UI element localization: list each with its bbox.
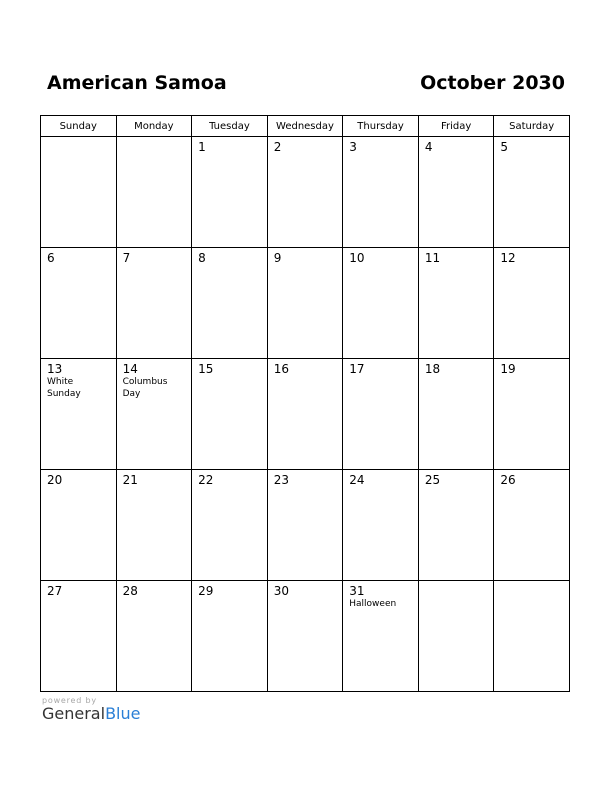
brand-general: General [42,704,106,723]
day-number [419,581,494,584]
day-number: 6 [47,251,55,265]
day-cell [267,581,343,692]
week-row [41,470,570,581]
day-cell [418,359,494,470]
holiday-label: Columbus Day [122,377,168,399]
day-cell [343,581,419,692]
day-number [494,581,569,584]
day-cell [418,137,494,248]
day-cell [192,581,268,692]
day-number: 7 [122,251,131,265]
day-number: 20 [47,473,63,487]
footer-branding [42,696,140,723]
day-number: 10 [349,251,365,265]
day-cell [192,248,268,359]
day-cell [494,359,570,470]
day-number: 24 [349,473,365,487]
month-year-title: October 2030 [420,72,565,94]
day-cell [267,359,343,470]
day-cell [41,581,117,692]
day-cell [192,137,268,248]
day-number: 28 [122,584,138,598]
day-number: 15 [198,362,214,376]
day-number [41,137,116,140]
day-cell [343,470,419,581]
day-number: 17 [349,362,365,376]
day-number: 30 [273,584,289,598]
holiday-label: Halloween [349,599,397,609]
day-cell [494,137,570,248]
day-number: 1 [198,140,206,154]
powered-by-text: powered by [42,696,97,705]
day-cell [343,248,419,359]
weekday-wednesday: Wednesday [267,116,343,137]
day-cell [267,248,343,359]
day-cell [41,359,117,470]
day-cell [41,470,117,581]
day-number: 22 [198,473,214,487]
day-number: 19 [500,362,516,376]
day-number: 11 [424,251,441,265]
weekday-saturday: Saturday [494,116,570,137]
weekday-friday: Friday [418,116,494,137]
day-number: 5 [500,140,509,154]
day-cell [494,581,570,692]
day-cell [418,470,494,581]
week-row [41,248,570,359]
holiday-label: White Sunday [47,377,81,399]
country-title: American Samoa [47,72,227,94]
day-number: 27 [47,584,63,598]
day-cell [116,248,192,359]
day-cell [343,359,419,470]
day-cell [116,137,192,248]
day-cell [267,137,343,248]
weekday-monday: Monday [116,116,192,137]
day-number: 14 [122,362,138,376]
day-number: 9 [273,251,282,265]
day-number: 31 [349,584,365,598]
day-cell [116,581,192,692]
day-cell [418,581,494,692]
generalblue-logo [42,704,140,723]
day-cell [116,470,192,581]
day-number: 4 [424,140,433,154]
day-cell [192,470,268,581]
weekday-thursday: Thursday [343,116,419,137]
day-number: 2 [273,140,282,154]
day-cell [343,137,419,248]
day-cell [267,470,343,581]
weekday-tuesday: Tuesday [192,116,268,137]
day-number: 23 [273,473,289,487]
day-number: 8 [198,251,206,265]
day-cell [494,248,570,359]
day-number: 12 [500,251,516,265]
day-number: 16 [273,362,289,376]
day-number: 21 [122,473,138,487]
day-cell [418,248,494,359]
week-row [41,581,570,692]
day-number: 26 [500,473,516,487]
day-number: 3 [349,140,357,154]
day-number: 25 [424,473,441,487]
day-cell [41,137,117,248]
calendar-grid [40,115,570,692]
day-number: 29 [198,584,214,598]
brand-blue: Blue [105,704,141,723]
weekday-header-row [41,116,570,137]
day-cell [116,359,192,470]
day-cell [41,248,117,359]
week-row [41,137,570,248]
day-number: 18 [424,362,441,376]
weekday-sunday: Sunday [41,116,117,137]
day-number [117,137,192,140]
day-cell [494,470,570,581]
day-cell [192,359,268,470]
week-row [41,359,570,470]
day-number: 13 [47,362,63,376]
